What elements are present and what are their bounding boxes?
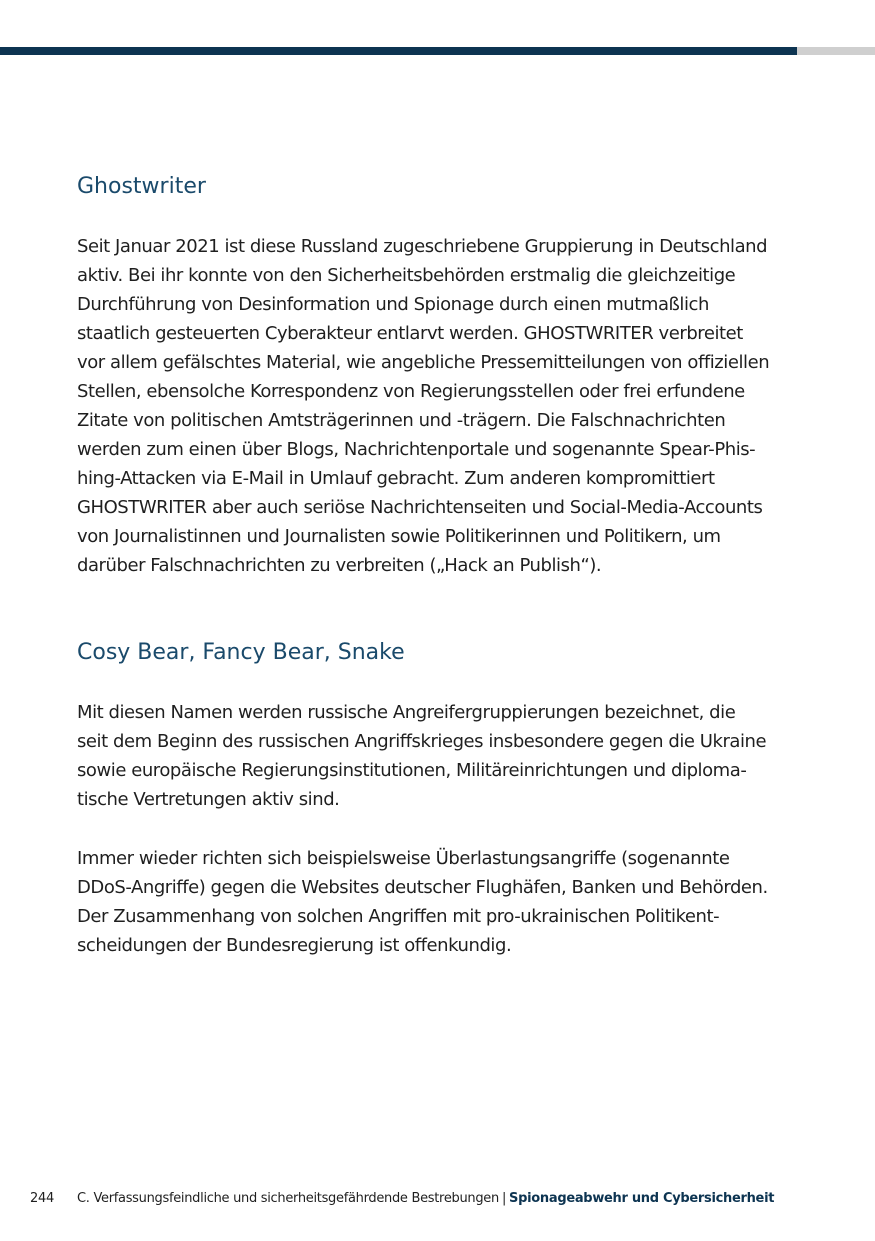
footer-separator: |	[501, 1191, 507, 1206]
paragraph-ghostwriter	[77, 232, 807, 580]
text-line: Seit Januar 2021 ist diese Russland zugeschriebene Gruppierung in Deutschland	[77, 236, 768, 257]
text-line: Der Zusammenhang von solchen Angriffen mit pro-ukrainischen Politikent-	[77, 906, 720, 927]
text-line: GHOSTWRITER aber auch seriöse Nachrichtenseiten und Social-Media-Accounts	[77, 497, 763, 518]
text-line: staatlich gesteuerten Cyberakteur entlarvt werden. GHOSTWRITER verbreitet	[77, 323, 743, 344]
text-line: von Journalistinnen und Journalisten sowie Politikerinnen und Politikern, um	[77, 526, 721, 547]
text-line: scheidungen der Bundesregierung ist offenkundig.	[77, 935, 512, 956]
text-line: Durchführung von Desinformation und Spionage durch einen mutmaßlich	[77, 294, 709, 315]
text-line: werden zum einen über Blogs, Nachrichtenportale und sogenannte Spear-Phis-	[77, 439, 756, 460]
footer-chapter: C. Verfassungsfeindliche und sicherheitsgefährdende Bestrebungen	[77, 1191, 499, 1206]
heading-cosy-bear: Cosy Bear, Fancy Bear, Snake	[77, 640, 405, 665]
header-rule	[0, 47, 797, 55]
text-line: vor allem gefälschtes Material, wie angebliche Pressemitteilungen von offiziellen	[77, 352, 770, 373]
paragraph-cosy-bear-2	[77, 844, 807, 960]
text-line: darüber Falschnachrichten zu verbreiten („Hack an Publish“).	[77, 555, 602, 576]
text-line: Immer wieder richten sich beispielsweise Überlastungsangriffe (sogenannte	[77, 848, 730, 869]
page-number: 244	[30, 1191, 54, 1206]
page-footer	[30, 1188, 850, 1210]
footer-section: Spionageabwehr und Cybersicherheit	[509, 1191, 775, 1206]
text-line: aktiv. Bei ihr konnte von den Sicherheitsbehörden erstmalig die gleichzeitige	[77, 265, 736, 286]
text-line: seit dem Beginn des russischen Angriffskrieges insbesondere gegen die Ukraine	[77, 731, 767, 752]
text-line: tische Vertretungen aktiv sind.	[77, 789, 340, 810]
text-line: Zitate von politischen Amtsträgerinnen und -trägern. Die Falschnachrichten	[77, 410, 726, 431]
text-line: hing-Attacken via E-Mail in Umlauf gebracht. Zum anderen kompromittiert	[77, 468, 715, 489]
header-rule-end	[797, 47, 875, 55]
paragraph-cosy-bear-1	[77, 698, 807, 814]
text-line: Stellen, ebensolche Korrespondenz von Regierungsstellen oder frei erfundene	[77, 381, 745, 402]
heading-ghostwriter: Ghostwriter	[77, 174, 206, 199]
text-line: Mit diesen Namen werden russische Angreifergruppierungen bezeichnet, die	[77, 702, 736, 723]
text-line: DDoS-Angriffe) gegen die Websites deutscher Flughäfen, Banken und Behörden.	[77, 877, 768, 898]
text-line: sowie europäische Regierungsinstitutionen, Militäreinrichtungen und diploma-	[77, 760, 747, 781]
